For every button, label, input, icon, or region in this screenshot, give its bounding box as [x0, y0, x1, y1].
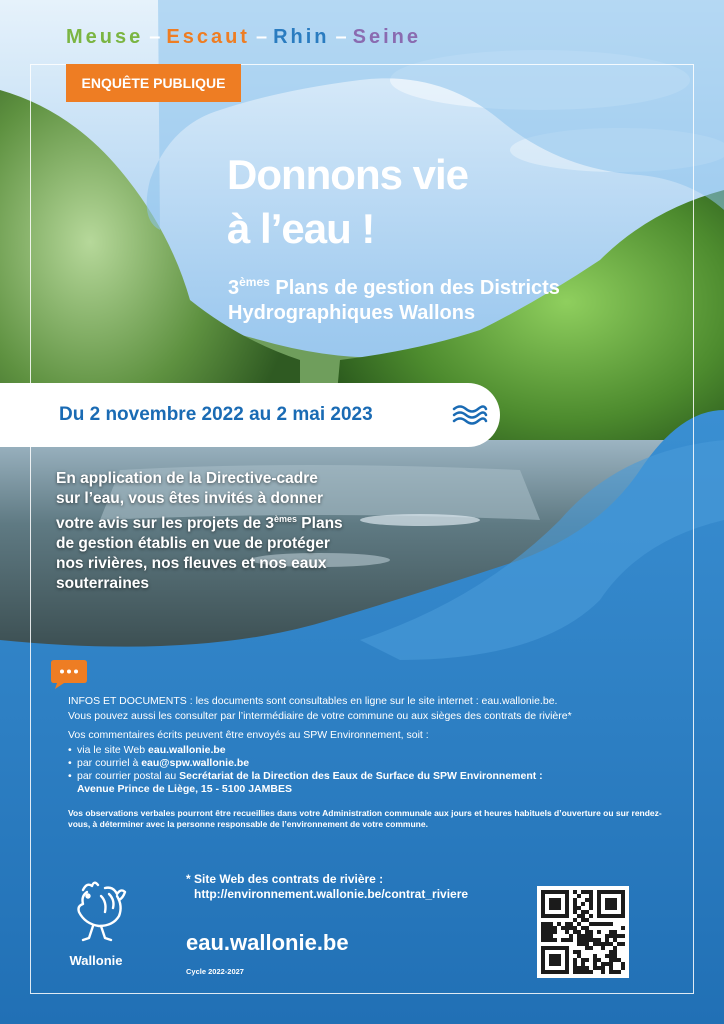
rooster-icon: [61, 876, 131, 946]
rivers-separator: –: [255, 26, 268, 48]
qr-code-icon[interactable]: [537, 886, 629, 978]
infos-line-2: Vous pouvez aussi les consulter par l’intermédiaire de votre commune ou aux sièges des contrats de rivière*: [68, 710, 572, 722]
infos-line-3: Vos commentaires écrits peuvent être envoyés au SPW Environnement, soit :: [68, 729, 429, 741]
list-item: [68, 757, 668, 770]
river-contracts-site: [186, 872, 468, 902]
subhead-ordinal-suffix: èmes: [239, 275, 270, 289]
river-escaut: Escaut: [166, 26, 250, 48]
cycle-label: Cycle 2022-2027: [186, 967, 244, 976]
water-waves-icon: [452, 403, 488, 427]
email-link[interactable]: eau@spw.wallonie.be: [141, 757, 250, 769]
wallonie-logo: [56, 876, 136, 968]
list-item-label: via le site Web: [77, 744, 149, 756]
wallonie-wordmark: Wallonie: [69, 953, 123, 968]
headline-line-1: Donnons vie: [227, 151, 469, 198]
rivers-separator: –: [149, 26, 161, 48]
list-item: [68, 744, 668, 757]
postal-recipient: Secrétariat de la Direction des Eaux de Surface du SPW Environnement :: [179, 770, 543, 782]
subheadline: [228, 270, 668, 326]
headline: [227, 148, 468, 256]
date-range: Du 2 novembre 2022 au 2 mai 2023: [59, 404, 373, 425]
subhead-line-1: Plans de gestion des Districts: [269, 277, 560, 299]
subhead-ordinal: 3: [228, 277, 240, 299]
intro-part-1: En application de la Directive-cadre sur l’eau, vous êtes invités à donner votre avis sur les projets de 3: [56, 470, 324, 532]
date-range-banner: [0, 383, 500, 447]
main-website[interactable]: eau.wallonie.be: [186, 930, 349, 955]
web-link[interactable]: eau.wallonie.be: [148, 744, 226, 756]
intro-text: [56, 469, 346, 594]
info-documents: [68, 695, 668, 796]
river-contracts-label: * Site Web des contrats de rivière :: [186, 872, 384, 886]
river-contracts-url[interactable]: http://environnement.wallonie.be/contrat_riviere: [194, 887, 469, 901]
rivers-separator: –: [335, 26, 347, 48]
public-inquiry-badge: ENQUÊTE PUBLIQUE: [66, 64, 241, 102]
list-item-label: par courriel à: [77, 757, 142, 769]
headline-line-2: à l’eau !: [227, 205, 375, 252]
contact-list: [68, 744, 668, 783]
list-item: [68, 770, 668, 783]
postal-address: Avenue Prince de Liège, 15 - 5100 JAMBES: [77, 783, 292, 795]
river-meuse: Meuse: [66, 26, 144, 48]
river-districts: [66, 26, 421, 49]
verbal-observations: Vos observations verbales pourront être recueillies dans votre Administration communale aux jours et heures habituels d’ouverture ou sur rendez-vous, à déterminer avec la personne responsable de l’environnement de votre commune.: [68, 808, 662, 829]
intro-sup: èmes: [273, 514, 297, 524]
infos-line-1: INFOS ET DOCUMENTS : les documents sont consultables en ligne sur le site internet : eau.wallonie.be.: [68, 695, 558, 707]
intro-part-2: Plans de gestion établis en vue de protéger nos rivières, nos fleuves et nos eaux souterraines: [56, 515, 343, 592]
subhead-line-2: Hydrographiques Wallons: [228, 302, 476, 324]
river-seine: Seine: [352, 26, 422, 48]
list-item-label: par courrier postal au: [77, 770, 180, 782]
speech-bubble-icon: [50, 658, 88, 690]
river-rhin: Rhin: [273, 26, 330, 48]
